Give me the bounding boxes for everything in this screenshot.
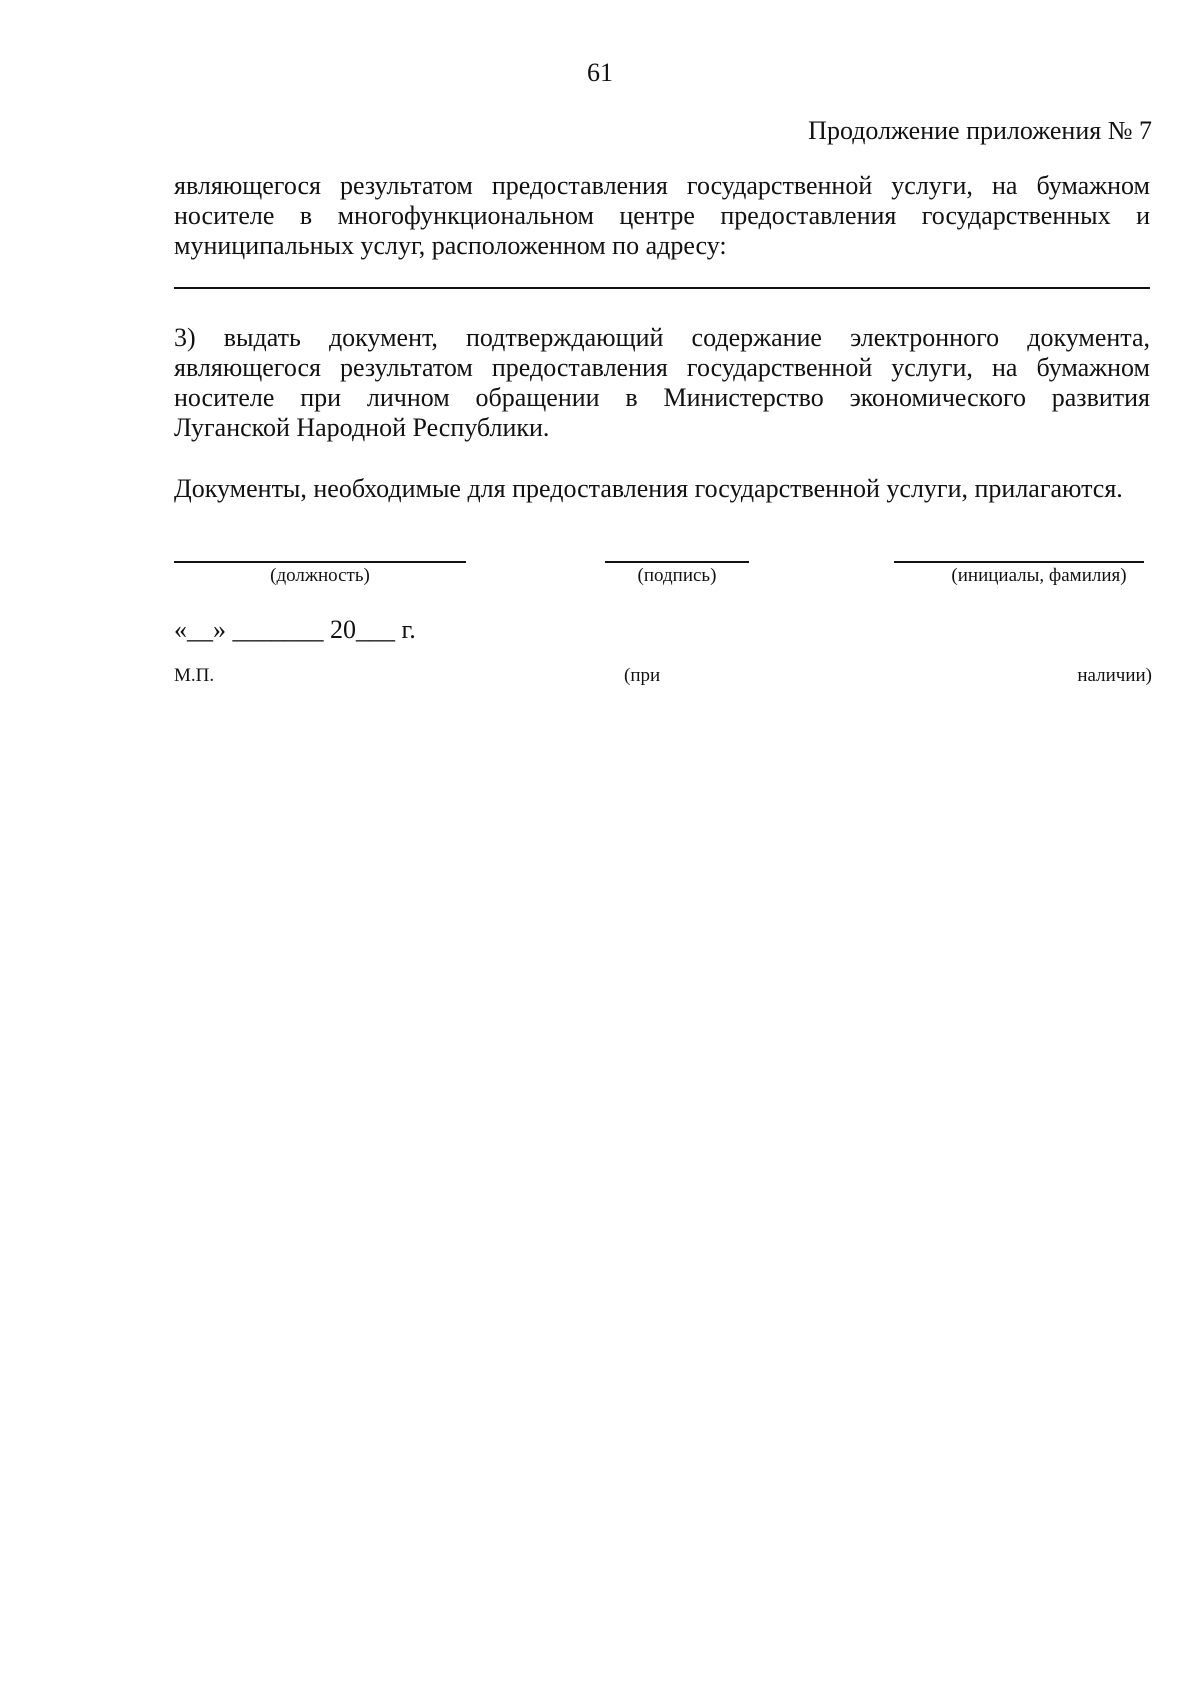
paragraph-line: являющегося результатом предоставления государственной услуги, на бумажном [174, 171, 1150, 200]
paragraph-ministry-delivery [174, 323, 1150, 443]
paragraph-attachments: Документы, необходимые для предоставления государственной услуги, прилагаются. [174, 474, 1123, 503]
paragraph-line: носителе в многофункциональном центре предоставления государственных и [174, 201, 1150, 230]
paragraph-mfc-delivery [174, 171, 1150, 261]
seal-note-end: наличии) [1077, 665, 1152, 686]
signature-caption: (подпись) [637, 565, 717, 586]
position-caption: (должность) [270, 565, 370, 586]
page-number: 61 [587, 58, 613, 87]
seal-note-start: (при [624, 665, 661, 686]
date-line: «__» _______ 20___ г. [174, 615, 416, 644]
paragraph-line: муниципальных услуг, расположенном по адресу: [174, 231, 727, 260]
name-fill-line [894, 561, 1144, 563]
paragraph-line: являющегося результатом предоставления государственной услуги, на бумажном [174, 353, 1150, 382]
name-caption: (инициалы, фамилия) [951, 565, 1127, 586]
address-fill-line [174, 287, 1150, 289]
appendix-continuation-note: Продолжение приложения № 7 [808, 116, 1152, 145]
signature-fill-line [605, 561, 749, 563]
seal-label: М.П. [174, 665, 215, 686]
paragraph-line: Луганской Народной Республики. [174, 413, 550, 442]
paragraph-line: носителе при личном обращении в Министерство экономического развития [174, 383, 1150, 412]
paragraph-line: 3) выдать документ, подтверждающий содержание электронного документа, [174, 323, 1150, 352]
position-fill-line [174, 561, 466, 563]
